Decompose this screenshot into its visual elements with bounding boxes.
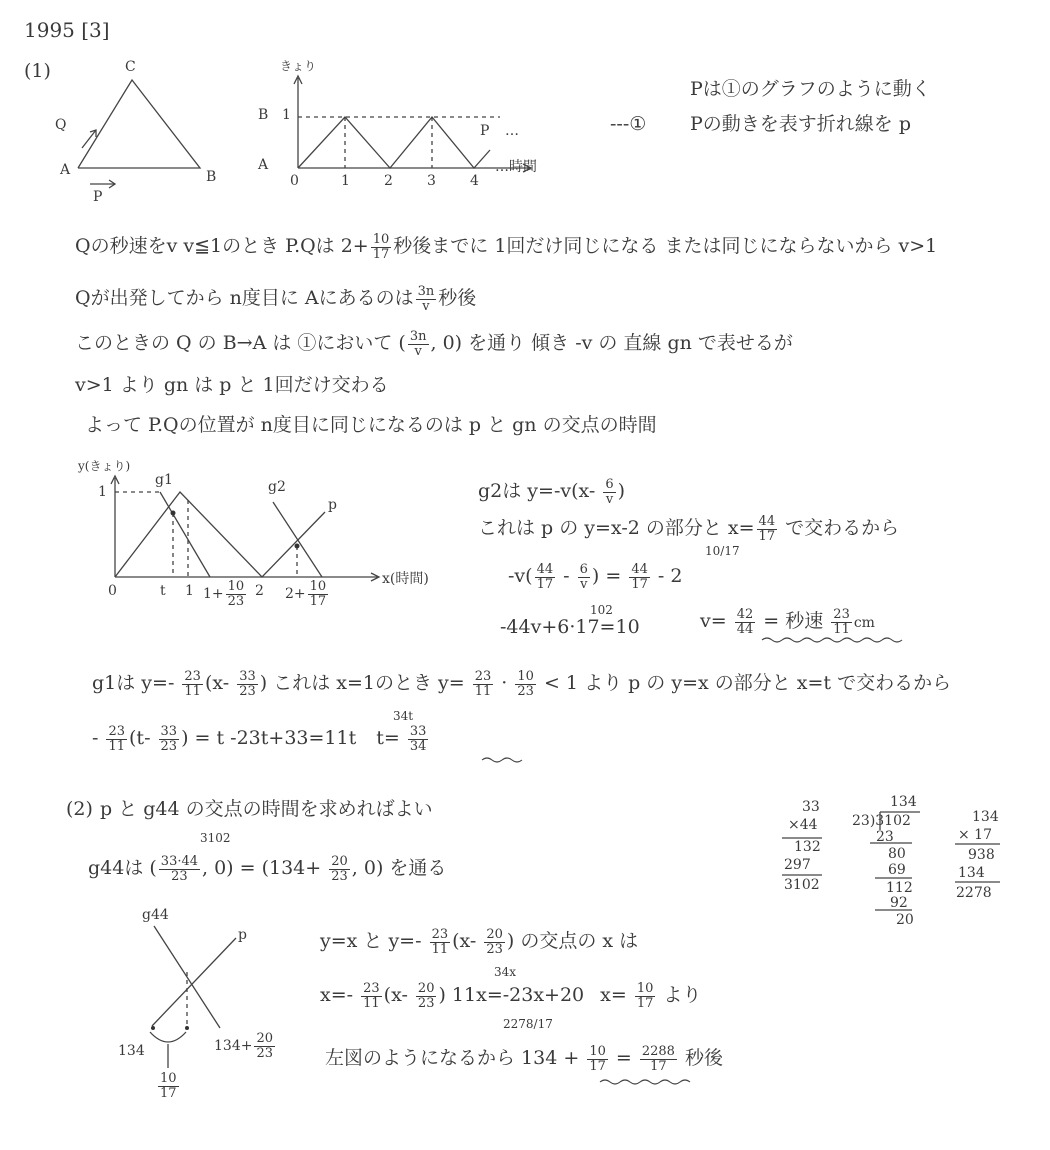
solve-intro: y=x と y=- $\frac{23}{11}$ (x- $\frac{20}{23}$ ) の交点の x は: [320, 927, 639, 957]
g2-equation: g2は y=-v(x- $\frac{6}{v}$ ): [478, 477, 626, 507]
line-gn-definition: このときの Q の B→A は ①において ( $\frac{3n}{v}$ , 0) を通り 傾き -v の 直線 gn で表せるが: [75, 329, 793, 359]
v-equation: -v( $\frac{44}{17}$ - $\frac{6}{v}$ ) = $\frac{44}{17}$ - 2: [508, 562, 683, 592]
graph2-y1: 1: [98, 484, 107, 500]
graph2-x2p: 2+ $\frac{10}{17}$: [285, 579, 327, 609]
t-equation-note: 34t: [393, 709, 414, 723]
graph2-g1: g1: [155, 472, 173, 488]
fig-x134: 134: [118, 1043, 145, 1059]
fig-gap: $\frac{10}{17}$: [160, 1071, 177, 1101]
note-ref: ---①: [610, 113, 647, 135]
part2-label: (2): [66, 798, 93, 820]
graph2-x2: 2: [255, 583, 264, 599]
v-answer: v= $\frac{42}{44}$ = 秒速 $\frac{23}{11}$ cm: [700, 607, 875, 637]
calc3-4: 2278: [956, 885, 992, 901]
point-q: Q: [55, 117, 67, 133]
line-n-th-at-a: Qが出発してから n度目に Aにあるのは $\frac{3n}{v}$ 秒後: [75, 284, 477, 314]
graph2-xt: t: [160, 583, 166, 599]
calc2-2: 23: [876, 829, 894, 845]
part2-goal: p と g44 の交点の時間を求めればよい: [100, 798, 433, 820]
graph1-x1: 1: [341, 173, 350, 189]
line-speed: Qの秒速をv v≦1のとき P.Qは 2+ $\frac{10}{17}$ 秒後までに 1回だけ同じになる または同じにならないから v>1: [75, 232, 938, 262]
g2-intersection: これは p の y=x-2 の部分と x= $\frac{44}{17}$ で交わるから: [478, 514, 900, 544]
calc3-1: × 17: [958, 827, 992, 843]
fig-g44-label: g44: [142, 907, 169, 923]
t-equation: - $\frac{23}{11}$ (t- $\frac{33}{23}$ ) = t -23t+33=11t t= $\frac{33}{34}$: [92, 724, 427, 754]
final-answer: 左図のようになるから 134 + $\frac{10}{17}$ = $\frac{2288}{17}$ 秒後: [325, 1044, 723, 1074]
calc1-2: 132: [794, 839, 821, 855]
calc2-4: 69: [888, 862, 906, 878]
point-p: P: [93, 189, 103, 205]
solve-x: x=- $\frac{23}{11}$ (x- $\frac{20}{23}$ ) 11x=-23x+20 x= $\frac{10}{17}$ より: [320, 981, 702, 1011]
final-answer-note: 2278/17: [503, 1017, 553, 1031]
calc2-6: 92: [890, 895, 908, 911]
graph1-dots: …: [505, 123, 519, 139]
note-line-2: Pの動きを表す折れ線を p: [690, 113, 911, 135]
calc1-3: 297: [784, 857, 811, 873]
calc3-3: 134: [958, 865, 985, 881]
g44-point-note: 3102: [200, 831, 231, 845]
graph1-xlabel: …時間: [495, 159, 537, 175]
graph1-yb: B: [258, 107, 269, 123]
graph2-x1p: 1+ $\frac{10}{23}$: [203, 579, 245, 609]
graph2-p: p: [328, 497, 337, 513]
g1-equation: g1は y=- $\frac{23}{11}$ (x- $\frac{33}{23}$ ) これは x=1のとき y= $\frac{23}{11}$ · $\frac{10}{23}$ < 1 より p の y=x の部分と x=t で交わるから: [92, 669, 952, 699]
calc2-7: 20: [896, 912, 914, 928]
graph1-curve-label: P: [480, 123, 490, 139]
fig-x134p: 134+ $\frac{20}{23}$: [214, 1031, 273, 1061]
v-solve: -44v+6·17=10: [500, 616, 640, 638]
vertex-b: B: [206, 169, 217, 185]
graph2-g2: g2: [268, 479, 286, 495]
calc2-5: 112: [886, 880, 913, 896]
graph2-x0: 0: [108, 583, 117, 599]
graph1-x3: 3: [427, 173, 436, 189]
vertex-a: A: [60, 162, 71, 178]
calc1-0: 33: [802, 799, 820, 815]
graph1-x4: 4: [470, 173, 479, 189]
graph1-y1: 1: [282, 107, 291, 123]
calc1-4: 3102: [784, 877, 820, 893]
motion-graph-p: [294, 76, 531, 172]
page-title: 1995 [3]: [24, 18, 110, 42]
v-solve-note: 102: [590, 603, 613, 617]
intersection-graph: [111, 476, 379, 581]
graph1-ylabel: きょり: [280, 59, 317, 73]
calc2-0: 134: [890, 794, 917, 810]
graph1-x2: 2: [384, 173, 393, 189]
graph2-x1: 1: [185, 583, 194, 599]
note-line-1: Pは①のグラフのように動く: [690, 78, 931, 100]
vertex-c: C: [125, 59, 136, 75]
calc2-1: 23)3102: [852, 813, 911, 829]
graph1-ya: A: [258, 157, 269, 173]
solve-x-note: 34x: [494, 965, 517, 979]
triangle-abc: [78, 80, 200, 188]
v-equation-note: 10/17: [705, 544, 740, 558]
fig-p-label: p: [238, 927, 247, 943]
graph2-xlabel: x(時間): [382, 571, 429, 587]
calc3-2: 938: [968, 847, 995, 863]
part1-label: (1): [24, 60, 51, 82]
graph1-x0: 0: [290, 173, 299, 189]
calc1-1: ×44: [788, 817, 818, 833]
g44-point: g44は ( $\frac{33\cdot 44}{23}$ , 0) = (134+ $\frac{20}{23}$ , 0) を通る: [88, 854, 447, 884]
graph2-ylabel: y(きょり): [78, 459, 131, 473]
calc3-0: 134: [972, 809, 999, 825]
line-conclusion: よって P.Qの位置が n度目に同じになるのは p と gn の交点の時間: [85, 414, 657, 436]
line-gn-crosses: v>1 より gn は p と 1回だけ交わる: [75, 374, 389, 396]
calc2-3: 80: [888, 846, 906, 862]
